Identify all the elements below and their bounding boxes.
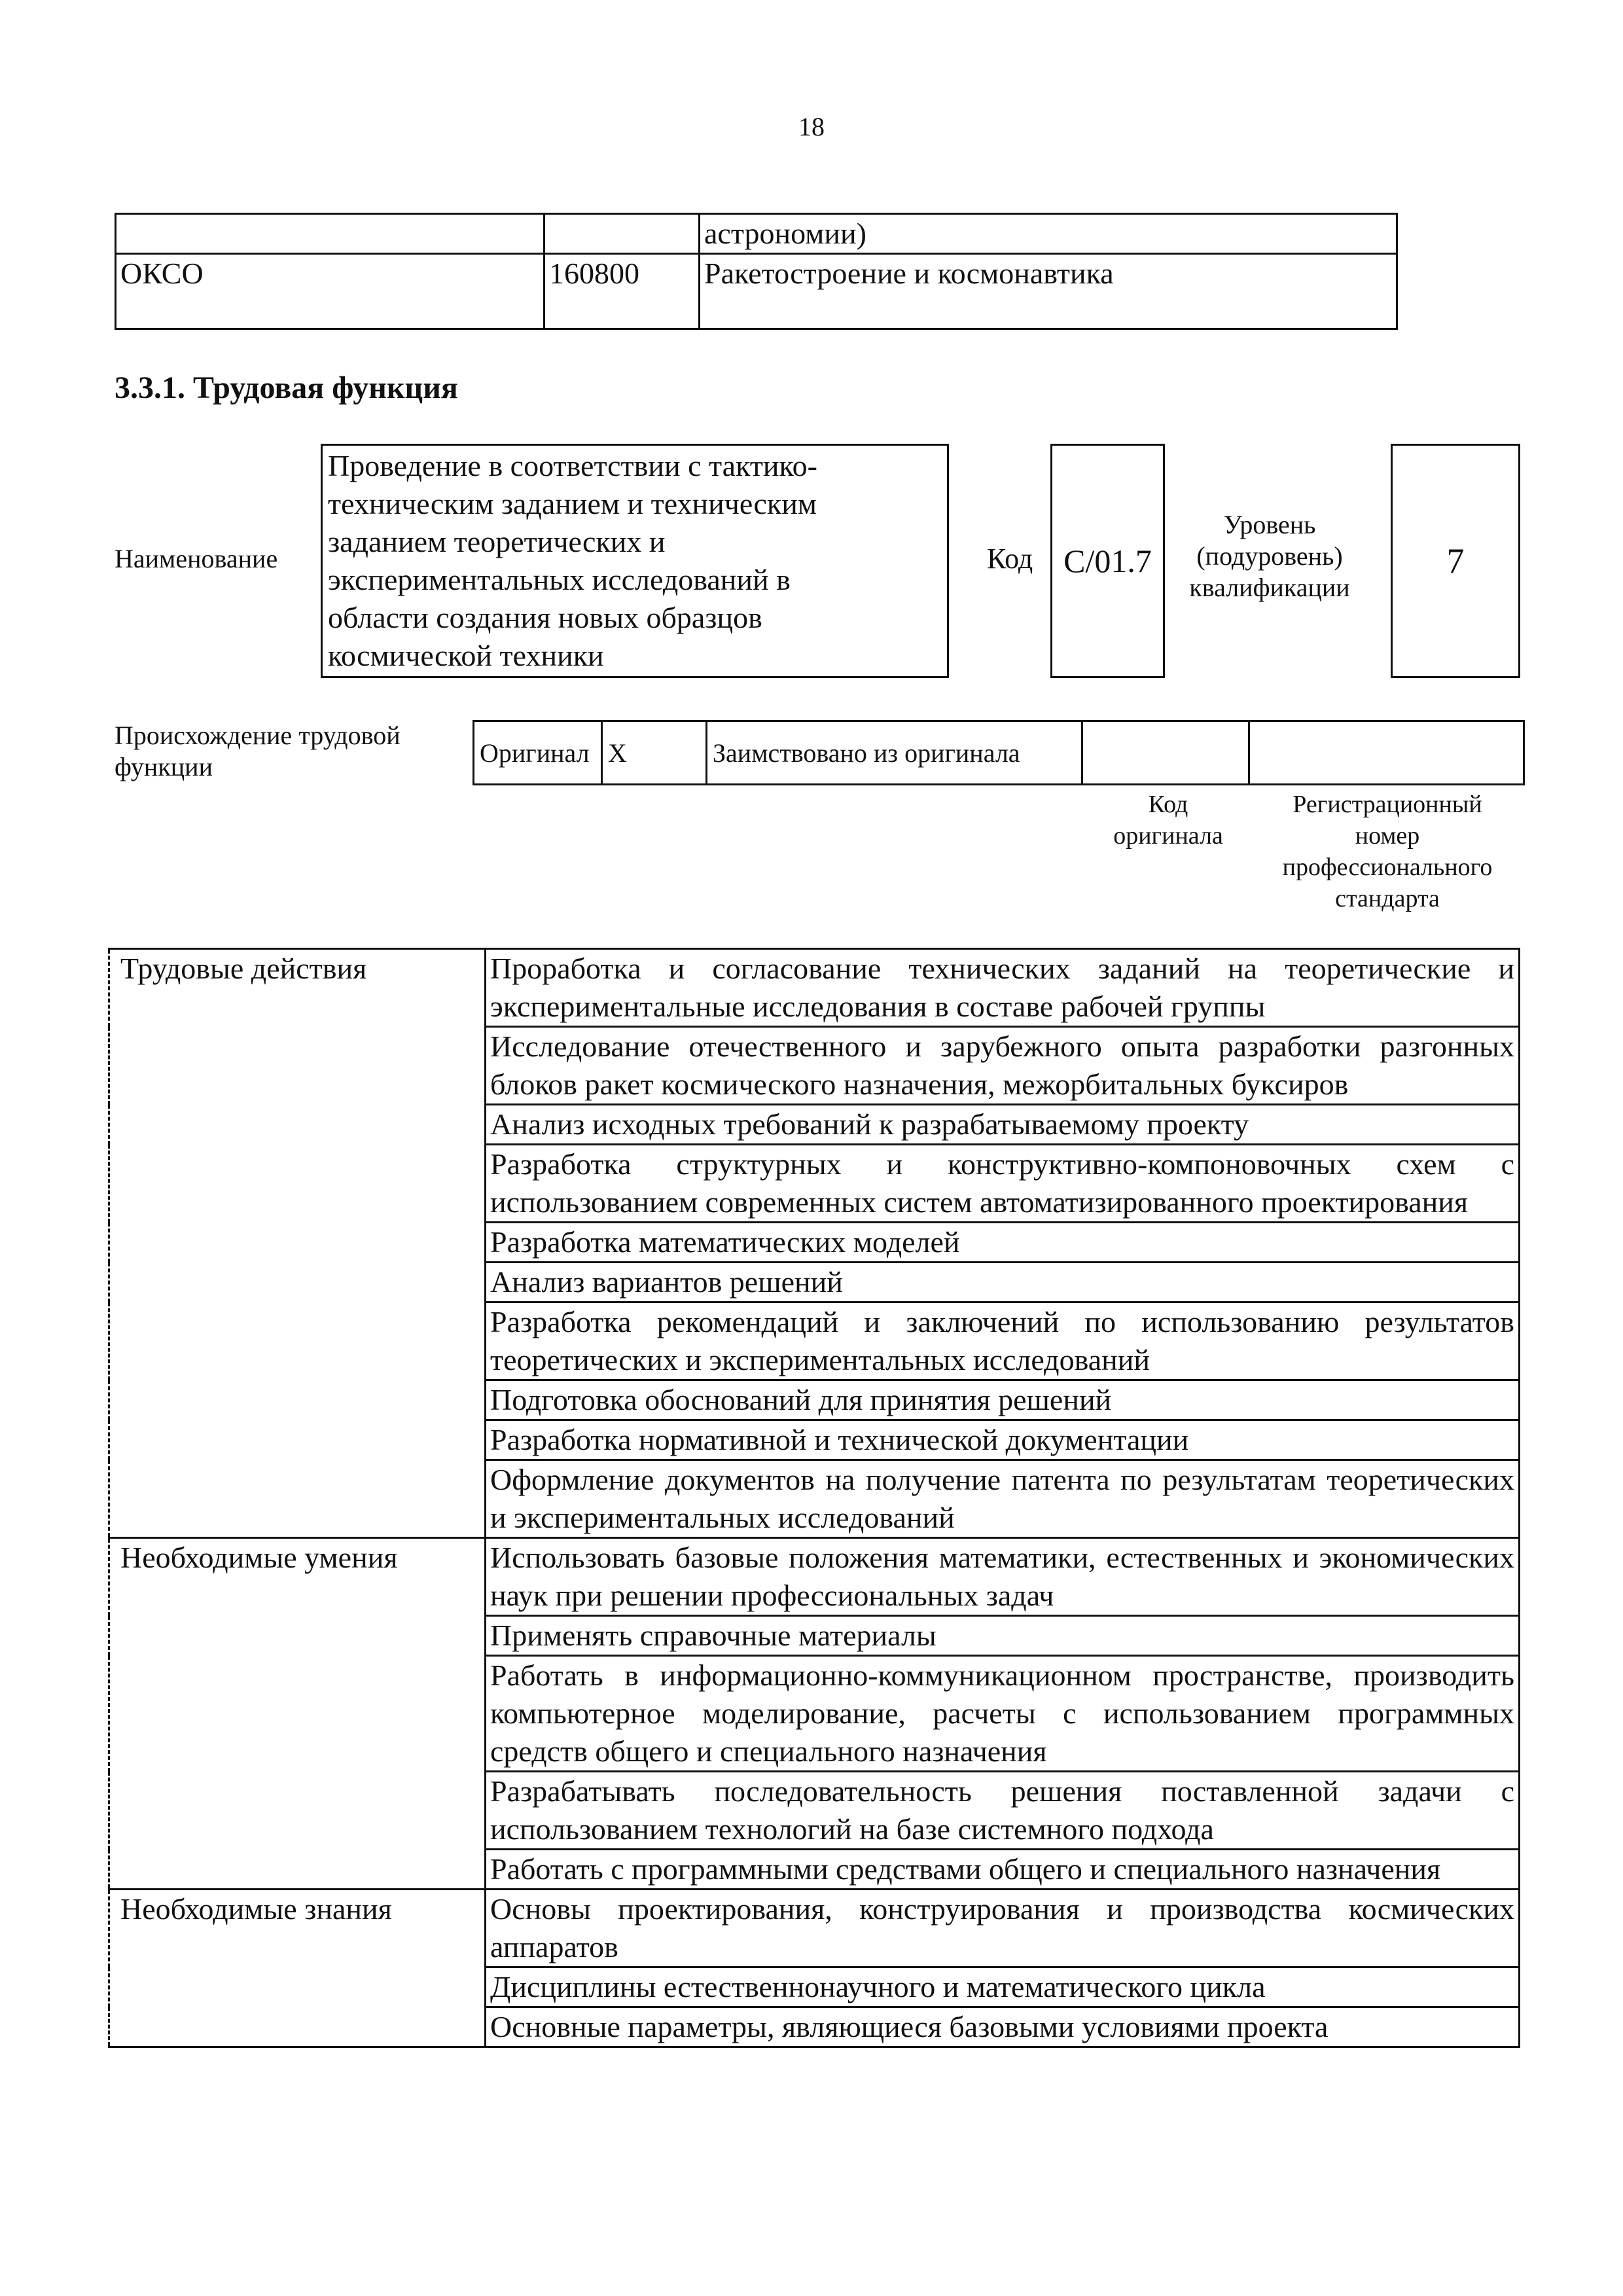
table-cell: Разработка нормативной и технической документации (486, 1420, 1520, 1460)
table-cell: Исследование отечественного и зарубежного опыта разработки разгонных блоков ракет космического назначения, межорбитальных буксиров (486, 1027, 1520, 1105)
table-cell: Анализ вариантов решений (486, 1263, 1520, 1302)
section-title-knowledge: Необходимые знания (109, 1890, 486, 2047)
page-number: 18 (798, 112, 825, 141)
section-title-skills: Необходимые умения (109, 1538, 486, 1890)
level-value: 7 (1391, 444, 1520, 678)
table-cell: Дисциплины естественнонаучного и математического цикла (486, 1967, 1520, 2007)
origin-table (473, 720, 1525, 785)
caption-line: профессионального (1282, 853, 1493, 881)
table-cell: Использовать базовые положения математики, естественных и экономических наук при решении профессиональных задач (486, 1538, 1520, 1616)
okso-row (116, 254, 1397, 329)
table-cell: Разработка математических моделей (486, 1223, 1520, 1263)
function-name-line: Проведение в соответствии с тактико- (328, 449, 817, 482)
code-label: Код (987, 543, 1033, 575)
original-mark: X (602, 721, 707, 785)
table-cell: Основные параметры, являющиеся базовыми условиями проекта (486, 2007, 1520, 2047)
caption-line: номер (1355, 822, 1420, 850)
function-name-line: экспериментальных исследований в (328, 563, 791, 596)
table-cell: Анализ исходных требований к разрабатываемому проекту (486, 1105, 1520, 1145)
code-original-caption (1086, 789, 1250, 852)
table-cell: Разработка рекомендаций и заключений по использованию результатов теоретических и экспериментальных исследований (486, 1302, 1520, 1380)
table-cell: Разработка структурных и конструктивно-компоновочных схем с использованием современных систем автоматизированного проектирования (486, 1145, 1520, 1223)
function-name-line: техническим заданием и техническим (328, 487, 817, 520)
function-name-line: заданием теоретических и (328, 525, 666, 558)
table-cell: Работать с программными средствами общего и специального назначения (486, 1850, 1520, 1890)
section-title-labor-actions: Трудовые действия (109, 949, 486, 1538)
origin-row (474, 721, 1524, 785)
table-row (109, 1538, 1520, 1616)
original-code-cell (1082, 721, 1249, 785)
okso-label: ОКСО (116, 254, 544, 329)
table-cell: Основы проектирования, конструирования и производства космических аппаратов (486, 1890, 1520, 1967)
table-cell: Работать в информационно-коммуникационном пространстве, производить компьютерное моделирование, расчеты с использованием программных средств общего и специального назначения (486, 1656, 1520, 1772)
table-row (109, 949, 1520, 1027)
caption-line: оригинала (1113, 822, 1223, 850)
table-row (109, 1890, 1520, 1967)
function-name-line: области создания новых образцов (328, 601, 762, 634)
okso-cell (116, 214, 544, 254)
okso-name: Ракетостроение и космонавтика (700, 254, 1397, 329)
original-label: Оригинал (474, 721, 602, 785)
okso-code: 160800 (544, 254, 700, 329)
code-value: C/01.7 (1050, 444, 1165, 678)
okso-cell (544, 214, 700, 254)
origin-label-line: Происхождение трудовой (115, 721, 401, 750)
name-label: Наименование (115, 544, 278, 573)
okso-cell: астрономии) (700, 214, 1397, 254)
requirements-table (108, 948, 1520, 2048)
level-label-line: Уровень (1223, 510, 1316, 539)
caption-line: Код (1148, 791, 1188, 818)
caption-line: стандарта (1335, 885, 1440, 912)
function-name-box (321, 444, 949, 678)
section-title: 3.3.1. Трудовая функция (115, 370, 458, 405)
borrowed-label: Заимствовано из оригинала (707, 721, 1082, 785)
origin-label-line: функции (115, 752, 213, 781)
registration-number-caption (1250, 789, 1525, 914)
okso-table (115, 213, 1398, 330)
okso-row-continuation (116, 214, 1397, 254)
registration-number-cell (1249, 721, 1524, 785)
origin-label (115, 720, 455, 783)
table-cell: Подготовка обоснований для принятия решений (486, 1380, 1520, 1420)
level-label (1171, 509, 1368, 603)
table-cell: Оформление документов на получение патента по результатам теоретических и экспериментальных исследований (486, 1460, 1520, 1538)
function-name-line: космической техники (328, 639, 604, 672)
table-cell: Разрабатывать последовательность решения поставленной задачи с использованием технологий на базе системного подхода (486, 1772, 1520, 1850)
table-cell: Проработка и согласование технических заданий на теоретические и экспериментальные исследования в составе рабочей группы (486, 949, 1520, 1027)
level-label-line: (подуровень) (1196, 541, 1343, 571)
level-label-line: квалификации (1189, 573, 1350, 602)
caption-line: Регистрационный (1293, 791, 1482, 818)
table-cell: Применять справочные материалы (486, 1616, 1520, 1656)
